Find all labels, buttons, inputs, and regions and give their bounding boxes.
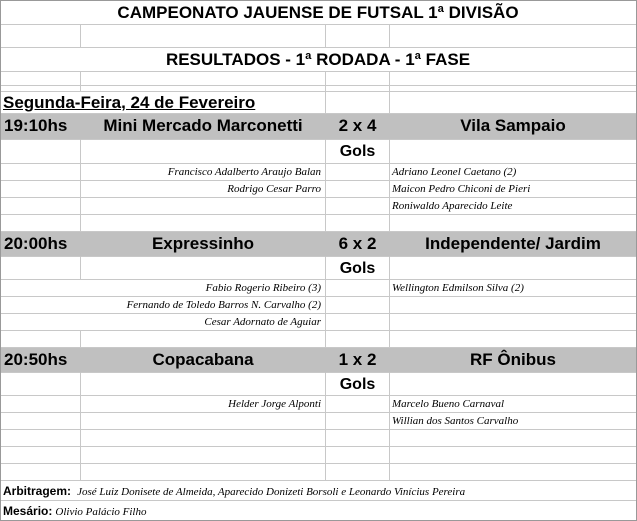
cell[interactable] — [326, 72, 390, 86]
away-team[interactable]: RF Ônibus — [390, 348, 637, 373]
score[interactable]: 1 x 2 — [326, 348, 390, 373]
match-day: Segunda-Feira, 24 de Fevereiro — [3, 93, 256, 112]
scorer-row — [0, 280, 637, 297]
grid-row — [0, 447, 637, 464]
day-cell[interactable] — [0, 92, 326, 114]
cell[interactable] — [81, 464, 326, 481]
game-header-row — [0, 348, 637, 373]
mesario-cell[interactable] — [0, 501, 637, 521]
cell[interactable] — [326, 280, 390, 297]
cell[interactable] — [326, 198, 390, 215]
scorer-row — [0, 198, 637, 215]
cell[interactable] — [390, 447, 637, 464]
cell[interactable] — [326, 396, 390, 413]
home-scorer[interactable]: Fabio Rogerio Ribeiro (3) — [0, 280, 326, 297]
away-team[interactable]: Vila Sampaio — [390, 114, 637, 140]
cell[interactable] — [326, 447, 390, 464]
cell[interactable] — [0, 198, 81, 215]
cell[interactable] — [326, 164, 390, 181]
scorer-row — [0, 396, 637, 413]
arbitragem-row — [0, 481, 637, 501]
round-subtitle[interactable]: RESULTADOS - 1ª RODADA - 1ª FASE — [0, 48, 637, 72]
gols-label[interactable]: Gols — [326, 373, 390, 396]
scorer-row — [0, 413, 637, 430]
away-scorer[interactable]: Marcelo Bueno Carnaval — [390, 396, 637, 413]
scorer-row — [0, 181, 637, 198]
cell[interactable] — [326, 464, 390, 481]
cell[interactable] — [390, 430, 637, 447]
cell[interactable] — [0, 413, 81, 430]
game-time[interactable]: 19:10hs — [0, 114, 81, 140]
home-scorer[interactable]: Francisco Adalberto Araujo Balan — [81, 164, 326, 181]
championship-title[interactable]: CAMPEONATO JAUENSE DE FUTSAL 1ª DIVISÃO — [0, 0, 637, 25]
cell[interactable] — [390, 215, 637, 232]
grid-row — [0, 430, 637, 447]
cell[interactable] — [326, 92, 390, 114]
arbitragem-label: Arbitragem: — [3, 484, 72, 498]
cell[interactable] — [81, 140, 326, 164]
away-team[interactable]: Independente/ Jardim — [390, 232, 637, 257]
scorer-row — [0, 164, 637, 181]
cell[interactable] — [0, 25, 81, 48]
gols-row — [0, 373, 637, 396]
cell[interactable] — [390, 257, 637, 280]
grid-row — [0, 215, 637, 232]
home-team[interactable]: Copacabana — [81, 348, 326, 373]
cell[interactable] — [0, 373, 81, 396]
home-scorer[interactable]: Rodrigo Cesar Parro — [81, 181, 326, 198]
cell[interactable] — [81, 447, 326, 464]
gols-label[interactable]: Gols — [326, 257, 390, 280]
cell[interactable] — [326, 297, 390, 314]
cell[interactable] — [0, 140, 81, 164]
game-time[interactable]: 20:50hs — [0, 348, 81, 373]
home-team[interactable]: Expressinho — [81, 232, 326, 257]
mesario-value: Olivio Palácio Filho — [55, 506, 147, 518]
home-scorer[interactable] — [81, 198, 326, 215]
away-scorer[interactable]: Wellington Edmilson Silva (2) — [390, 280, 637, 297]
cell[interactable] — [390, 464, 637, 481]
home-scorer[interactable]: Fernando de Toledo Barros N. Carvalho (2) — [0, 297, 326, 314]
cell[interactable] — [0, 181, 81, 198]
away-scorer[interactable]: Willian dos Santos Carvalho — [390, 413, 637, 430]
title-row — [0, 0, 637, 25]
cell[interactable] — [326, 430, 390, 447]
gols-row — [0, 257, 637, 280]
cell[interactable] — [0, 447, 81, 464]
arbitragem-value: José Luiz Donisete de Almeida, Aparecido Donizeti Borsoli e Leonardo Vinícius Pereira — [77, 486, 466, 498]
away-scorer[interactable]: Adriano Leonel Caetano (2) — [390, 164, 637, 181]
cell[interactable] — [81, 373, 326, 396]
gols-label[interactable]: Gols — [326, 140, 390, 164]
away-scorer[interactable] — [390, 297, 637, 314]
away-scorer[interactable] — [390, 314, 637, 331]
home-scorer[interactable] — [81, 413, 326, 430]
cell[interactable] — [81, 215, 326, 232]
cell[interactable] — [0, 257, 81, 280]
cell[interactable] — [81, 257, 326, 280]
scorer-row — [0, 314, 637, 331]
mesario-row — [0, 501, 637, 521]
grid-row — [0, 331, 637, 348]
grid-row — [0, 464, 637, 481]
cell[interactable] — [0, 430, 81, 447]
cell[interactable] — [326, 181, 390, 198]
cell[interactable] — [326, 331, 390, 348]
cell[interactable] — [390, 140, 637, 164]
cell[interactable] — [0, 164, 81, 181]
home-scorer[interactable]: Helder Jorge Alponti — [81, 396, 326, 413]
cell[interactable] — [326, 413, 390, 430]
gols-row — [0, 140, 637, 164]
cell[interactable] — [390, 92, 637, 114]
cell[interactable] — [390, 72, 637, 86]
cell[interactable] — [0, 215, 81, 232]
away-scorer[interactable]: Maicon Pedro Chiconi de Pieri — [390, 181, 637, 198]
cell[interactable] — [0, 396, 81, 413]
grid-row — [0, 72, 637, 86]
subtitle-row — [0, 48, 637, 72]
cell[interactable] — [0, 464, 81, 481]
cell[interactable] — [81, 72, 326, 86]
arbitragem-cell[interactable] — [0, 481, 637, 501]
cell[interactable] — [390, 373, 637, 396]
cell[interactable] — [326, 314, 390, 331]
game-header-row — [0, 114, 637, 140]
home-scorer[interactable]: Cesar Adornato de Aguiar — [0, 314, 326, 331]
mesario-label: Mesário: — [3, 504, 53, 518]
cell[interactable] — [390, 331, 637, 348]
cell[interactable] — [326, 215, 390, 232]
scorer-row — [0, 297, 637, 314]
cell[interactable] — [326, 25, 390, 48]
game-header-row — [0, 232, 637, 257]
day-row — [0, 92, 637, 114]
cell[interactable] — [81, 25, 326, 48]
home-team[interactable]: Mini Mercado Marconetti — [81, 114, 326, 140]
cell[interactable] — [0, 331, 81, 348]
cell[interactable] — [0, 72, 81, 86]
cell[interactable] — [81, 331, 326, 348]
cell[interactable] — [81, 430, 326, 447]
grid-row — [0, 25, 637, 48]
game-time[interactable]: 20:00hs — [0, 232, 81, 257]
score[interactable]: 2 x 4 — [326, 114, 390, 140]
cell[interactable] — [390, 25, 637, 48]
score[interactable]: 6 x 2 — [326, 232, 390, 257]
away-scorer[interactable]: Roniwaldo Aparecido Leite — [390, 198, 637, 215]
